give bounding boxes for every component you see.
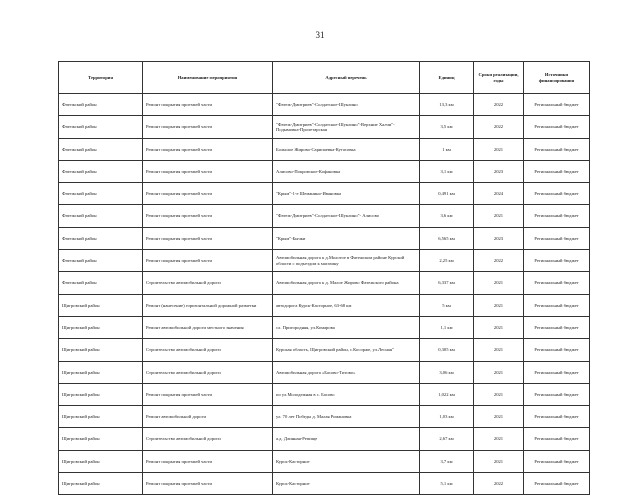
cell-source: Региональный бюджет [524, 116, 590, 138]
cell-year: 2021 [474, 383, 524, 405]
cell-territory: Фатежский район [59, 116, 143, 138]
cell-activity: Ремонт покрытия проезжей части [143, 160, 273, 182]
cell-address: автодорога Курск-Касторное, 63-68 км [273, 294, 420, 316]
table-row [59, 406, 590, 428]
cell-year: 2022 [474, 116, 524, 138]
table-row [59, 361, 590, 383]
cell-units: 1,022 км [420, 383, 474, 405]
cell-year: 2023 [474, 227, 524, 249]
cell-activity: Ремонт (нанесение) горизонтальной дорожной разметки [143, 294, 273, 316]
cell-source: Региональный бюджет [524, 473, 590, 495]
header-units: Единиц [420, 62, 474, 94]
cell-year: 2021 [474, 361, 524, 383]
table-row [59, 227, 590, 249]
cell-address: сл. Пригородняя, ул.Комарова [273, 316, 420, 338]
cell-source: Региональный бюджет [524, 138, 590, 160]
cell-territory: Щигровский район [59, 450, 143, 472]
cell-activity: Ремонт автомобильной дороги местного значения [143, 316, 273, 338]
cell-territory: Щигровский район [59, 383, 143, 405]
cell-activity: Ремонт покрытия проезжей части [143, 383, 273, 405]
cell-address: "Крым"-1-е Шеманино-Ивановка [273, 183, 420, 205]
cell-territory: Фатежский район [59, 227, 143, 249]
table-body [59, 94, 590, 495]
cell-units: 1,03 км [420, 406, 474, 428]
header-source: Источники финансирования [524, 62, 590, 94]
cell-activity: Ремонт покрытия проезжей части [143, 205, 273, 227]
cell-territory: Щигровский район [59, 406, 143, 428]
cell-source: Региональный бюджет [524, 183, 590, 205]
cell-year: 2021 [474, 339, 524, 361]
cell-units: 3,5 км [420, 116, 474, 138]
cell-year: 2021 [474, 450, 524, 472]
cell-source: Региональный бюджет [524, 339, 590, 361]
cell-source: Региональный бюджет [524, 316, 590, 338]
cell-activity: Строительство автомобильной дороги [143, 428, 273, 450]
cell-activity: Ремонт покрытия проезжей части [143, 473, 273, 495]
table-row [59, 316, 590, 338]
cell-year: 2021 [474, 428, 524, 450]
cell-territory: Щигровский район [59, 428, 143, 450]
cell-address: "Фатеж-Дмитриев"-Солдатское-Шуклино"- Алисово [273, 205, 420, 227]
cell-territory: Щигровский район [59, 361, 143, 383]
cell-year: 2022 [474, 250, 524, 272]
table-row [59, 138, 590, 160]
cell-units: 0,305 км [420, 339, 474, 361]
cell-year: 2022 [474, 473, 524, 495]
cell-address: "Крым"-Бычки [273, 227, 420, 249]
cell-territory: Щигровский район [59, 473, 143, 495]
cell-source: Региональный бюджет [524, 428, 590, 450]
cell-address: Алисово-Покровское-Кофановка [273, 160, 420, 182]
cell-address: Автомобильная дорога к д.Молотое в Фатежском районе Курской области с подъездом к магазину [273, 250, 420, 272]
cell-source: Региональный бюджет [524, 361, 590, 383]
table-row [59, 94, 590, 116]
cell-units: 5,1 км [420, 473, 474, 495]
table-row [59, 383, 590, 405]
cell-address: Курская область, Щигровский район, с.Косорже, ул.Лесная" [273, 339, 420, 361]
cell-territory: Щигровский район [59, 316, 143, 338]
cell-units: 2,25 км [420, 250, 474, 272]
page-number: 31 [315, 30, 325, 40]
cell-activity: Ремонт покрытия проезжей части [143, 138, 273, 160]
table-row [59, 272, 590, 294]
cell-units: 3,6 км [420, 205, 474, 227]
cell-address: по ул.Молодежная в с. Басово [273, 383, 420, 405]
header-activity: Наименование мероприятия [143, 62, 273, 94]
cell-units: 1 км [420, 138, 474, 160]
cell-territory: Фатежский район [59, 94, 143, 116]
table-row [59, 205, 590, 227]
cell-territory: Фатежский район [59, 138, 143, 160]
cell-address: ул. 70 лет Победы д. Малая Романовка [273, 406, 420, 428]
cell-source: Региональный бюджет [524, 406, 590, 428]
cell-units: 3,7 км [420, 450, 474, 472]
cell-year: 2021 [474, 138, 524, 160]
cell-year: 2021 [474, 294, 524, 316]
cell-address: Курск-Касторное [273, 473, 420, 495]
cell-activity: Ремонт покрытия проезжей части [143, 250, 273, 272]
header-territory: Территория [59, 62, 143, 94]
cell-address: Автомобильная дорога к д. Малое Жирово Фатежского района [273, 272, 420, 294]
cell-address: "Фатеж-Дмитриев"-Солдатское-Шуклино [273, 94, 420, 116]
cell-territory: Фатежский район [59, 250, 143, 272]
table-row [59, 183, 590, 205]
cell-address: Курск-Касторное [273, 450, 420, 472]
header-terms: Сроки реализации, годы [474, 62, 524, 94]
cell-source: Региональный бюджет [524, 205, 590, 227]
cell-units: 13,3 км [420, 94, 474, 116]
table-row [59, 473, 590, 495]
cell-activity: Строительство автомобильной дороги [143, 361, 273, 383]
cell-address: "Фатеж-Дмитриев"-Солдатское-Шуклино"-Верхние Халчи"-Подымовка-Пролетарская [273, 116, 420, 138]
table-row [59, 116, 590, 138]
table-row [59, 250, 590, 272]
cell-source: Региональный бюджет [524, 272, 590, 294]
cell-source: Региональный бюджет [524, 250, 590, 272]
cell-units: 0,491 км [420, 183, 474, 205]
header-address: Адресный перечень [273, 62, 420, 94]
cell-address: Большое Жирово-Сарипаевка-Кутасовка [273, 138, 420, 160]
cell-address: а.д. Длинная-Репище [273, 428, 420, 450]
cell-activity: Ремонт покрытия проезжей части [143, 183, 273, 205]
cell-activity: Строительство автомобильной дороги [143, 339, 273, 361]
cell-units: 3,1 км [420, 160, 474, 182]
cell-year: 2023 [474, 160, 524, 182]
table-row [59, 450, 590, 472]
cell-address: Автомобильная дорога «Басово-Титово» [273, 361, 420, 383]
cell-units: 5 км [420, 294, 474, 316]
cell-year: 2021 [474, 272, 524, 294]
cell-activity: Ремонт покрытия проезжей части [143, 94, 273, 116]
cell-year: 2024 [474, 183, 524, 205]
table-row [59, 160, 590, 182]
table-row [59, 294, 590, 316]
cell-territory: Щигровский район [59, 339, 143, 361]
cell-territory: Фатежский район [59, 183, 143, 205]
cell-year: 2021 [474, 406, 524, 428]
cell-source: Региональный бюджет [524, 227, 590, 249]
cell-activity: Ремонт автомобильной дороги [143, 406, 273, 428]
cell-activity: Ремонт покрытия проезжей части [143, 116, 273, 138]
cell-activity: Ремонт покрытия проезжей части [143, 450, 273, 472]
cell-activity: Ремонт покрытия проезжей части [143, 227, 273, 249]
roads-table [58, 61, 590, 495]
table-header-row [59, 62, 590, 94]
cell-year: 2021 [474, 205, 524, 227]
cell-units: 1,1 км [420, 316, 474, 338]
cell-source: Региональный бюджет [524, 383, 590, 405]
cell-units: 3,06 км [420, 361, 474, 383]
table-row [59, 339, 590, 361]
cell-territory: Фатежский район [59, 160, 143, 182]
cell-territory: Фатежский район [59, 205, 143, 227]
cell-territory: Фатежский район [59, 272, 143, 294]
cell-source: Региональный бюджет [524, 450, 590, 472]
cell-source: Региональный бюджет [524, 94, 590, 116]
cell-territory: Щигровский район [59, 294, 143, 316]
cell-year: 2021 [474, 316, 524, 338]
cell-source: Региональный бюджет [524, 294, 590, 316]
cell-units: 6,565 км [420, 227, 474, 249]
cell-year: 2022 [474, 94, 524, 116]
cell-activity: Строительство автомобильной дороги [143, 272, 273, 294]
table-row [59, 428, 590, 450]
cell-source: Региональный бюджет [524, 160, 590, 182]
cell-units: 2,67 км [420, 428, 474, 450]
cell-units: 6,337 км [420, 272, 474, 294]
